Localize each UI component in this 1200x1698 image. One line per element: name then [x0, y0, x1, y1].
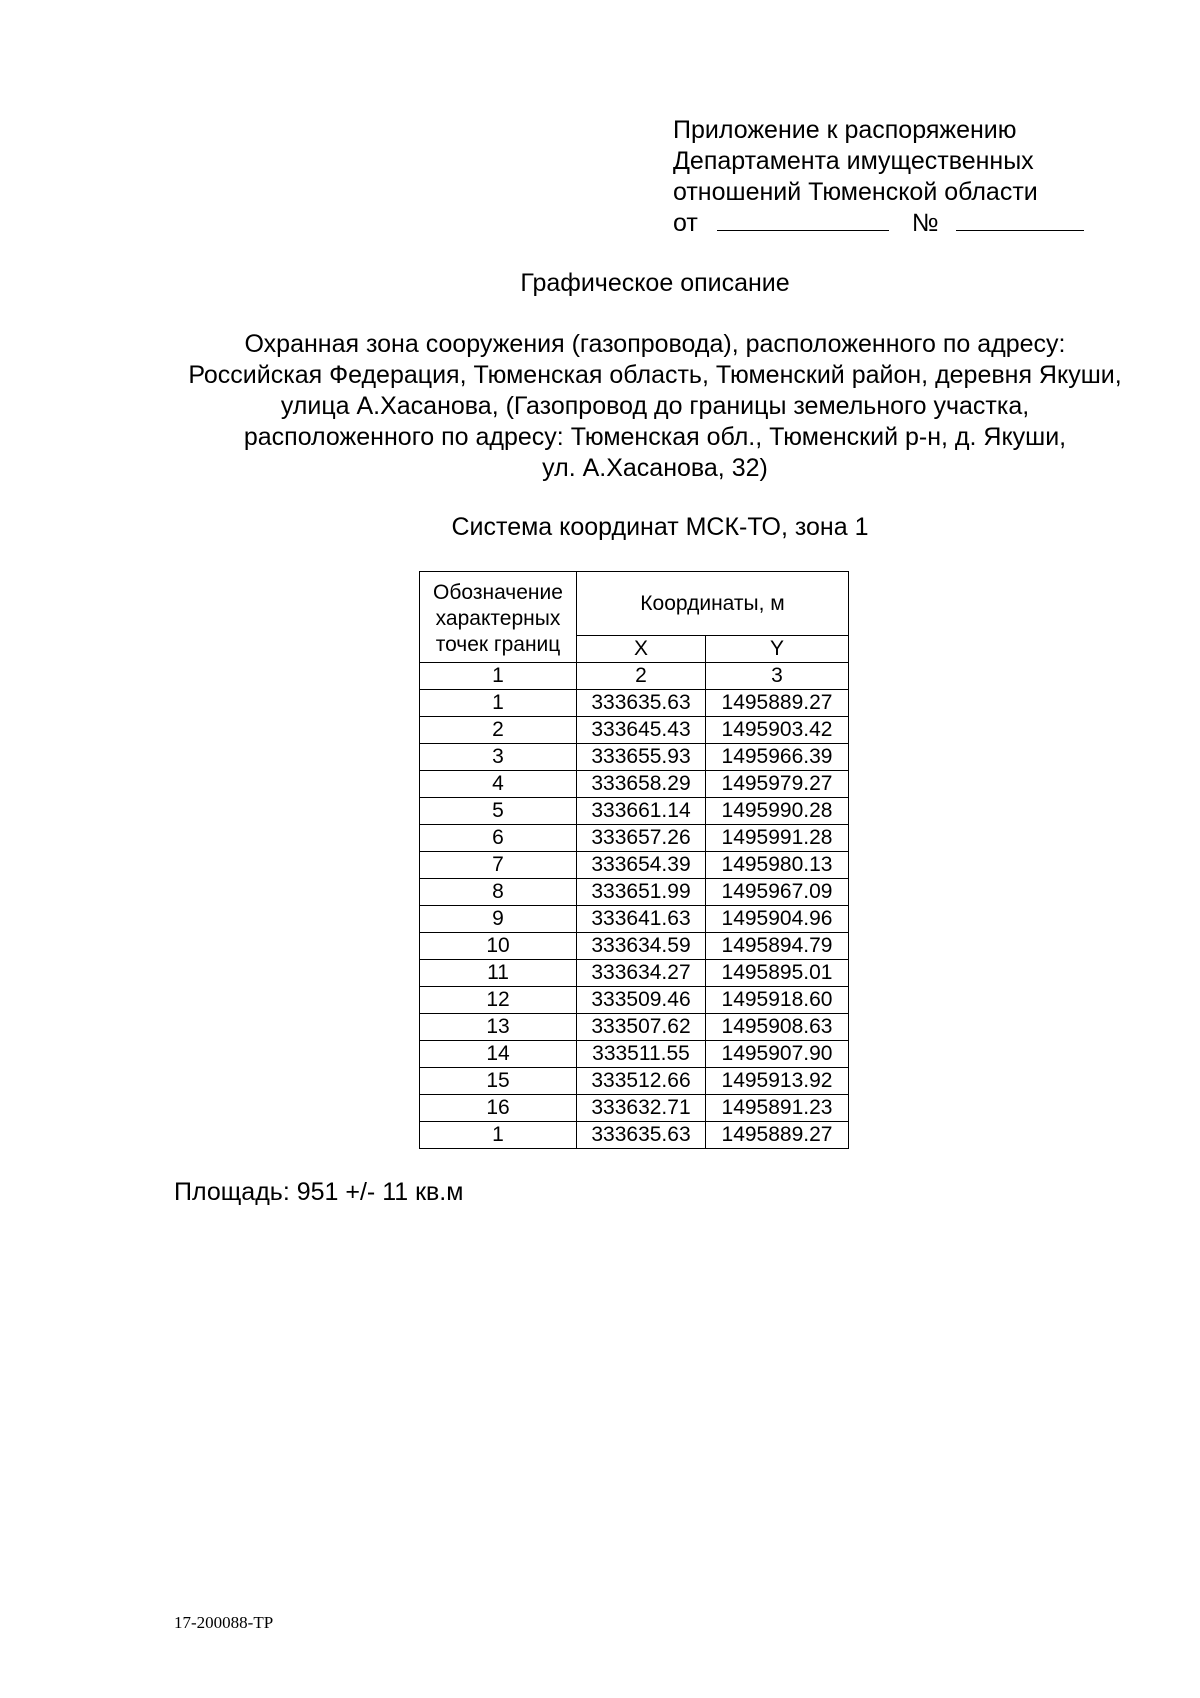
- column-number: 2: [577, 663, 706, 690]
- point-cell: 4: [420, 771, 577, 798]
- x-cell: 333634.27: [577, 960, 706, 987]
- point-cell: 1: [420, 1122, 577, 1149]
- table-row: [420, 1095, 849, 1122]
- appendix-block: [673, 115, 1084, 239]
- table-row: [420, 852, 849, 879]
- x-cell: 333654.39: [577, 852, 706, 879]
- point-cell: 11: [420, 960, 577, 987]
- appendix-date-number-line: [673, 208, 1084, 239]
- table-row: [420, 1014, 849, 1041]
- point-cell: 5: [420, 798, 577, 825]
- table-row: [420, 690, 849, 717]
- point-cell: 10: [420, 933, 577, 960]
- x-cell: 333635.63: [577, 1122, 706, 1149]
- x-cell: 333651.99: [577, 879, 706, 906]
- description-line: ул. А.Хасанова, 32): [542, 454, 768, 482]
- y-cell: 1495908.63: [706, 1014, 849, 1041]
- y-cell: 1495918.60: [706, 987, 849, 1014]
- coordinates-table-body: [420, 690, 849, 1149]
- point-cell: 1: [420, 690, 577, 717]
- y-cell: 1495894.79: [706, 933, 849, 960]
- number-blank: [956, 208, 1084, 231]
- x-cell: 333635.63: [577, 690, 706, 717]
- x-cell: 333645.43: [577, 717, 706, 744]
- y-cell: 1495891.23: [706, 1095, 849, 1122]
- x-cell: 333655.93: [577, 744, 706, 771]
- y-cell: 1495979.27: [706, 771, 849, 798]
- y-cell: 1495966.39: [706, 744, 849, 771]
- y-cell: 1495889.27: [706, 690, 849, 717]
- x-cell: 333632.71: [577, 1095, 706, 1122]
- zone-description: [100, 329, 1200, 484]
- point-cell: 16: [420, 1095, 577, 1122]
- description-line: улица А.Хасанова, (Газопровод до границы земельного участка,: [280, 392, 1030, 420]
- y-cell: 1495967.09: [706, 879, 849, 906]
- coordinate-system-title: Система координат МСК-ТО, зона 1: [451, 513, 869, 541]
- appendix-line-1: Приложение к распоряжению: [673, 116, 1017, 144]
- appendix-line-3: отношений Тюменской области: [673, 178, 1038, 206]
- y-cell: 1495980.13: [706, 852, 849, 879]
- x-header: X: [577, 636, 706, 663]
- point-cell: 2: [420, 717, 577, 744]
- from-label: от: [673, 209, 698, 237]
- y-cell: 1495903.42: [706, 717, 849, 744]
- point-cell: 13: [420, 1014, 577, 1041]
- x-cell: 333657.26: [577, 825, 706, 852]
- table-row: [420, 933, 849, 960]
- description-line: Российская Федерация, Тюменская область, Тюменский район, деревня Якуши,: [188, 361, 1122, 389]
- document-heading: Графическое описание: [520, 269, 790, 297]
- appendix-line-2: Департамента имущественных: [673, 147, 1034, 175]
- y-cell: 1495990.28: [706, 798, 849, 825]
- x-cell: 333658.29: [577, 771, 706, 798]
- date-blank: [717, 208, 889, 231]
- point-cell: 6: [420, 825, 577, 852]
- table-row: [420, 825, 849, 852]
- y-cell: 1495889.27: [706, 1122, 849, 1149]
- table-row: [420, 1068, 849, 1095]
- table-row: [420, 906, 849, 933]
- table-row: [420, 771, 849, 798]
- point-cell: 9: [420, 906, 577, 933]
- point-cell: 15: [420, 1068, 577, 1095]
- table-row: [420, 744, 849, 771]
- table-row: [420, 879, 849, 906]
- column-number: 3: [706, 663, 849, 690]
- table-row: [420, 1041, 849, 1068]
- coords-header: Координаты, м: [577, 572, 849, 636]
- y-header: Y: [706, 636, 849, 663]
- description-line: Охранная зона сооружения (газопровода), расположенного по адресу:: [244, 330, 1066, 358]
- points-header: Обозначение характерных точек границ: [420, 572, 577, 663]
- x-cell: 333641.63: [577, 906, 706, 933]
- point-cell: 7: [420, 852, 577, 879]
- x-cell: 333512.66: [577, 1068, 706, 1095]
- table-row: [420, 987, 849, 1014]
- column-number: 1: [420, 663, 577, 690]
- x-cell: 333507.62: [577, 1014, 706, 1041]
- x-cell: 333509.46: [577, 987, 706, 1014]
- area-statement: Площадь: 951 +/- 11 кв.м: [174, 1178, 464, 1206]
- table-row: [420, 960, 849, 987]
- y-cell: 1495895.01: [706, 960, 849, 987]
- table-row: [420, 717, 849, 744]
- y-cell: 1495913.92: [706, 1068, 849, 1095]
- x-cell: 333634.59: [577, 933, 706, 960]
- x-cell: 333511.55: [577, 1041, 706, 1068]
- coordinates-table: [419, 571, 849, 1149]
- point-cell: 12: [420, 987, 577, 1014]
- table-row: [420, 798, 849, 825]
- description-line: расположенного по адресу: Тюменская обл., Тюменский р-н, д. Якуши,: [243, 423, 1067, 451]
- document-code: 17-200088-ТР: [174, 1613, 274, 1632]
- table-row: [420, 1122, 849, 1149]
- y-cell: 1495907.90: [706, 1041, 849, 1068]
- number-label: №: [911, 209, 939, 237]
- x-cell: 333661.14: [577, 798, 706, 825]
- y-cell: 1495991.28: [706, 825, 849, 852]
- y-cell: 1495904.96: [706, 906, 849, 933]
- point-cell: 14: [420, 1041, 577, 1068]
- point-cell: 3: [420, 744, 577, 771]
- point-cell: 8: [420, 879, 577, 906]
